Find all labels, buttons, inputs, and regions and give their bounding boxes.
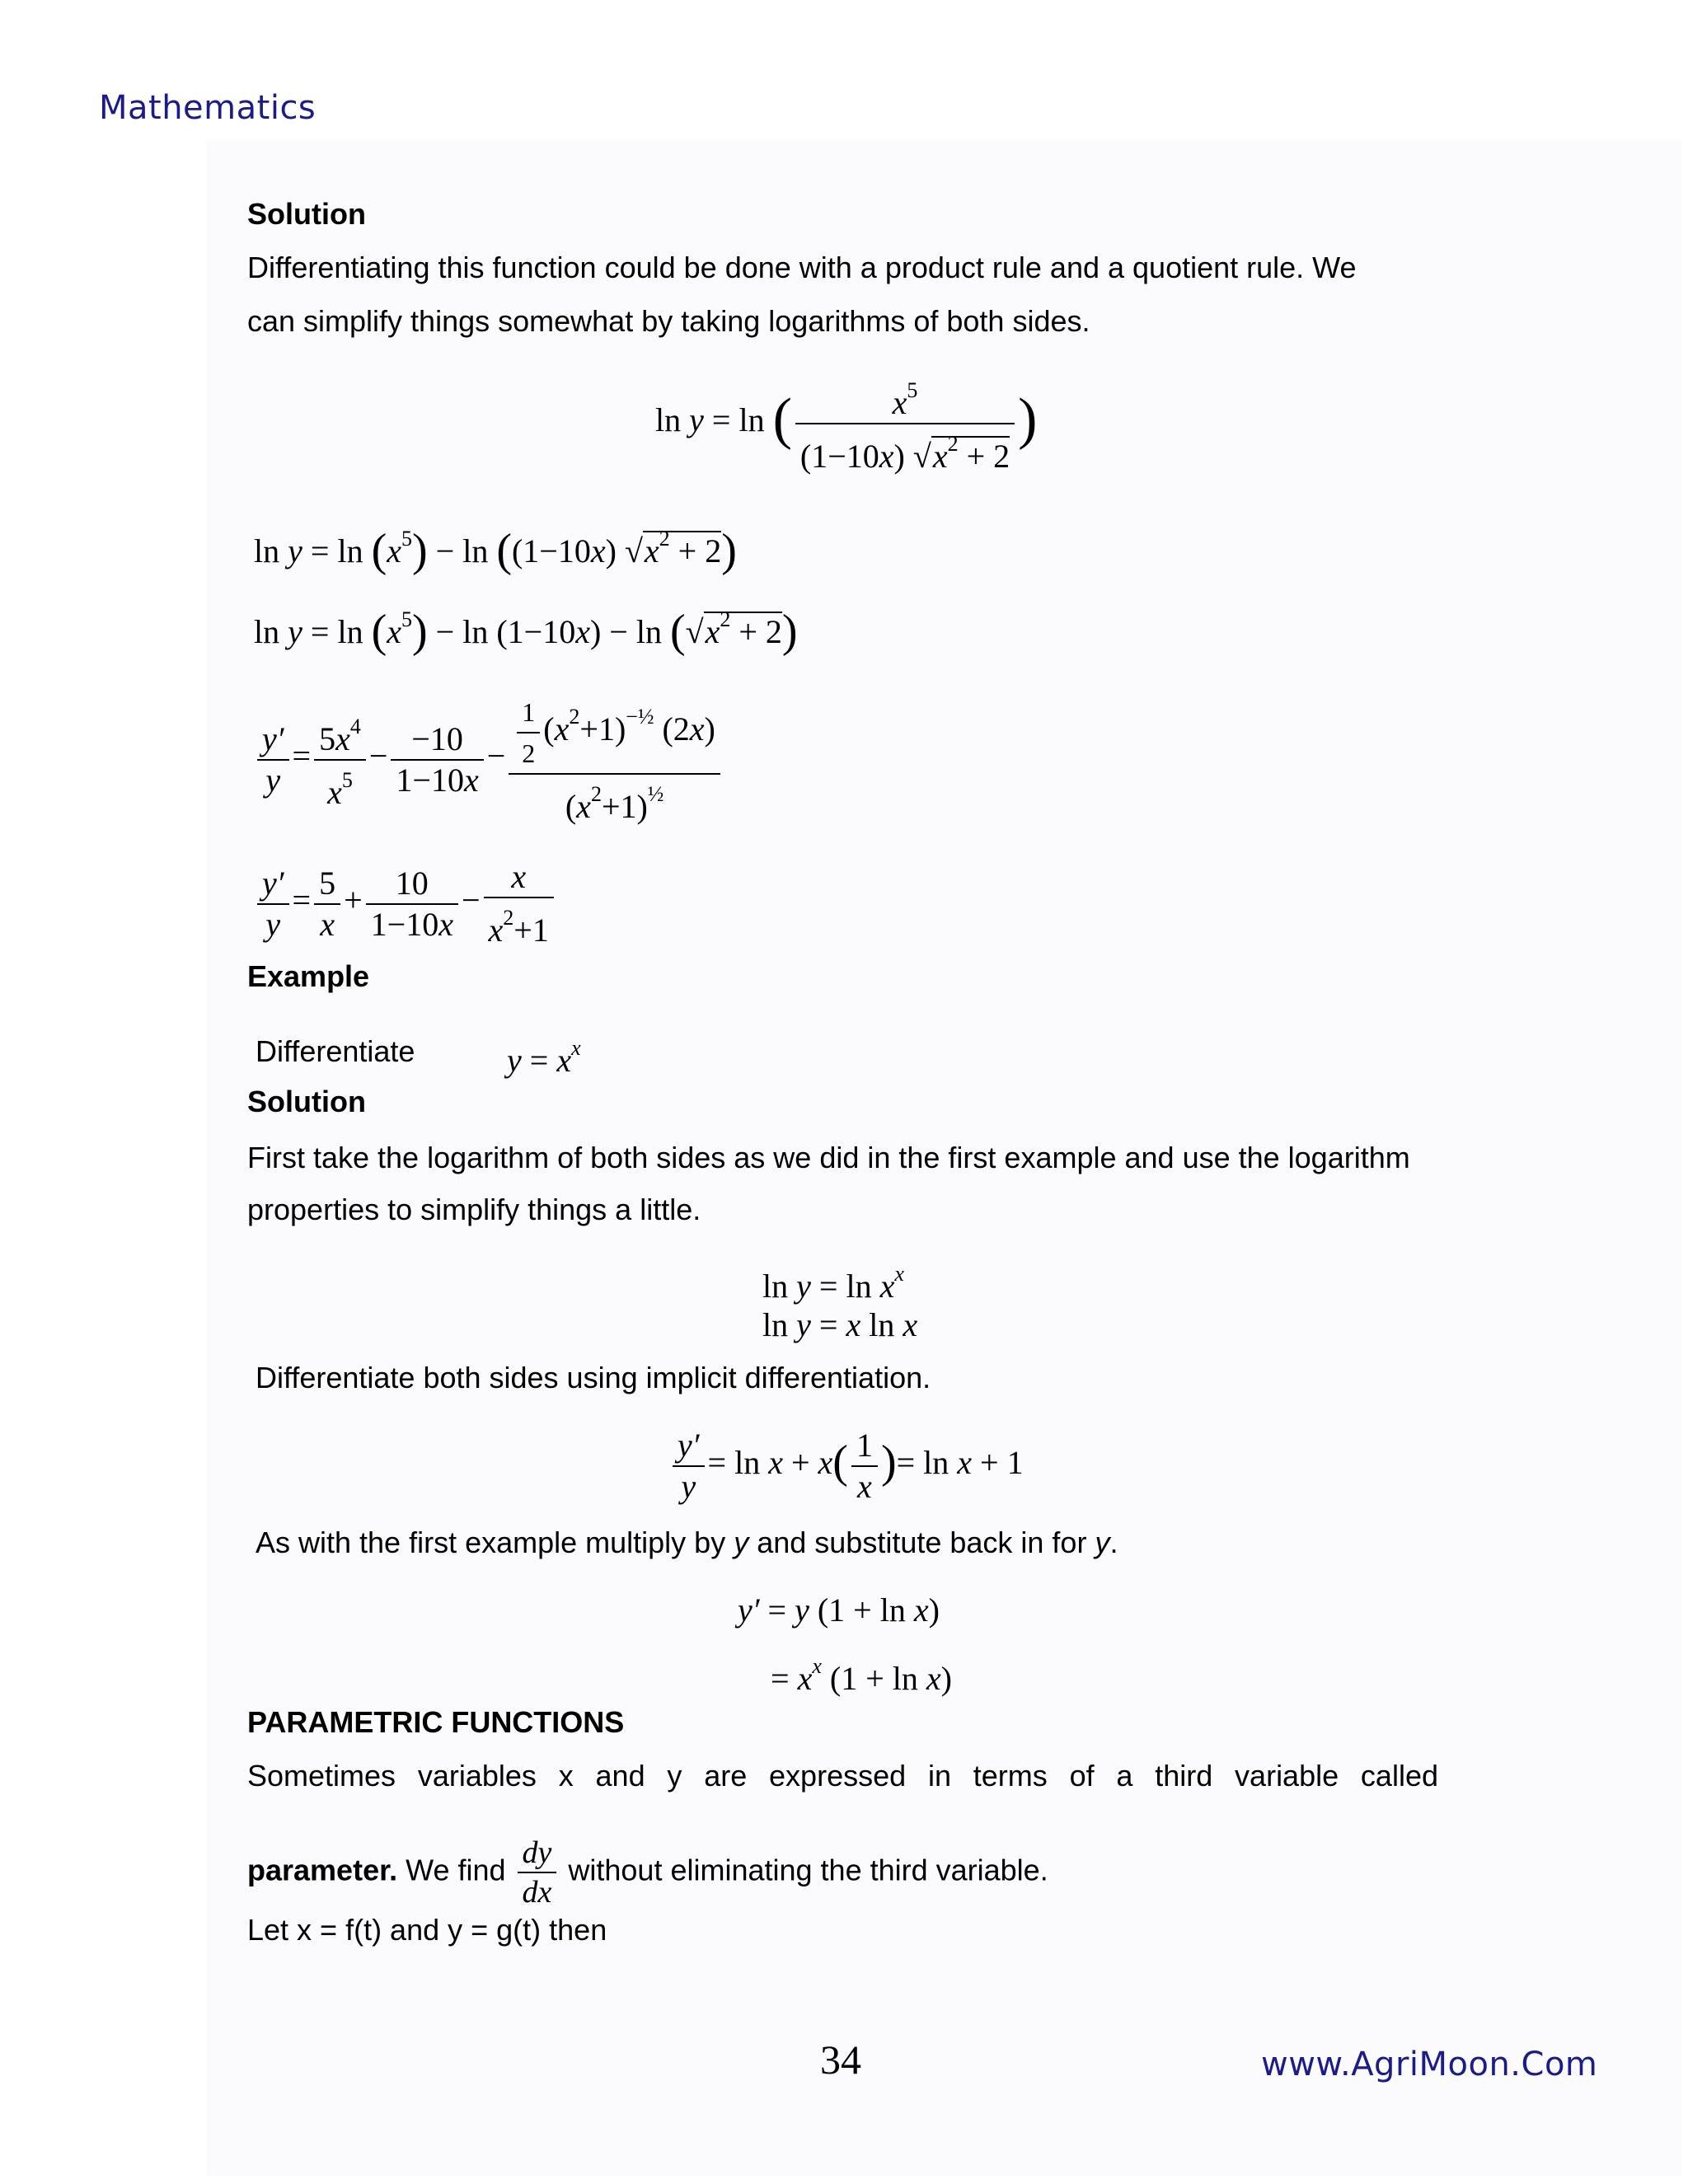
page-number: 34 (820, 2036, 861, 2083)
footer-url[interactable]: www.AgriMoon.Com (1261, 2046, 1598, 2083)
substitute-end: . (1109, 1526, 1118, 1559)
solution-heading-1: Solution (247, 197, 366, 231)
solution2-paragraph-line1: First take the logarithm of both sides as we did in the first example and use the logarithm (247, 1141, 1410, 1174)
equation-log-both-sides: ln y = ln ( $\frac{x^5}{(1-10x) √x^2 + 2}$ ) (655, 371, 1037, 476)
parametric-line2 (247, 1834, 1048, 1911)
substitute-text (256, 1525, 1118, 1561)
parametric-heading: PARAMETRIC FUNCTIONS (247, 1705, 625, 1739)
example-equation: $y = x^x$ (507, 1036, 581, 1079)
solution1-paragraph-line2: can simplify things somewhat by taking logarithms of both sides. (247, 304, 1090, 338)
equation-ln-y-2: ln y = x ln x (762, 1306, 918, 1343)
dy-dx-numerator: dy (518, 1834, 557, 1873)
solution-heading-2: Solution (247, 1085, 366, 1118)
substitute-var-2: y (1095, 1526, 1110, 1559)
example-heading: Example (247, 959, 370, 993)
substitute-var-1: y (734, 1526, 749, 1559)
equation-result-1: y′ = y (1 + ln x) (738, 1591, 940, 1629)
equation-result-2: = $x^x$ (1 + ln x) (771, 1654, 952, 1697)
substitute-mid: and substitute back in for (748, 1526, 1095, 1559)
equation-expand-1: $\ln y = \ln (x^5) - \ln ((1-10x) √x^2 + 2)$ (254, 525, 737, 576)
equation-derivative-2: $\frac{y'}{y}$ = $\frac{5}{x}$ + $\frac{10}{1-10x}$ − $\frac{x}{x^2+1}$ (254, 857, 557, 950)
parametric-line3: Let x = f(t) and y = g(t) then (247, 1913, 607, 1947)
parametric-line1: Sometimes variables x and y are expressed in terms of a third variable called (247, 1759, 1438, 1793)
equation-expand-2: $\ln y = \ln (x^5) - \ln (1-10x) - \ln (√x^2 + 2)$ (254, 606, 798, 657)
parametric-line2-mid: We find (397, 1853, 514, 1887)
equation-ln-y-1: $\ln y = \ln x^x$ (762, 1262, 904, 1305)
substitute-pre: As with the first example multiply by (256, 1526, 734, 1559)
solution1-paragraph-line1: Differentiating this function could be done with a product rule and a quotient rule. We (247, 251, 1357, 284)
parametric-bold-word: parameter. (247, 1853, 398, 1887)
parametric-line2-end: without eliminating the third variable. (560, 1853, 1048, 1887)
dy-dx-fraction (518, 1834, 557, 1911)
example-prompt-text: Differentiate (256, 1034, 415, 1068)
equation-derivative-1: $\frac{y'}{y}$ = $\frac{5x^4}{x^5}$ − $\frac{-10}{1-10x}$ − $\frac{1}{2}$ $(x^2+1)^{-\frac{1}{2}}$ (2x) $(x^2+1)^{\frac{1}{2}}$ (254, 692, 724, 827)
header-title: Mathematics (99, 89, 316, 127)
implicit-diff-text: Differentiate both sides using implicit differentiation. (256, 1361, 931, 1394)
dy-dx-denominator: dx (522, 1875, 552, 1910)
solution2-paragraph-line2: properties to simplify things a little. (247, 1193, 701, 1226)
equation-implicit-derivative: $\frac{y'}{y}$ = ln x + x( $\frac{1}{x}$ )= ln x + 1 (669, 1426, 1024, 1507)
